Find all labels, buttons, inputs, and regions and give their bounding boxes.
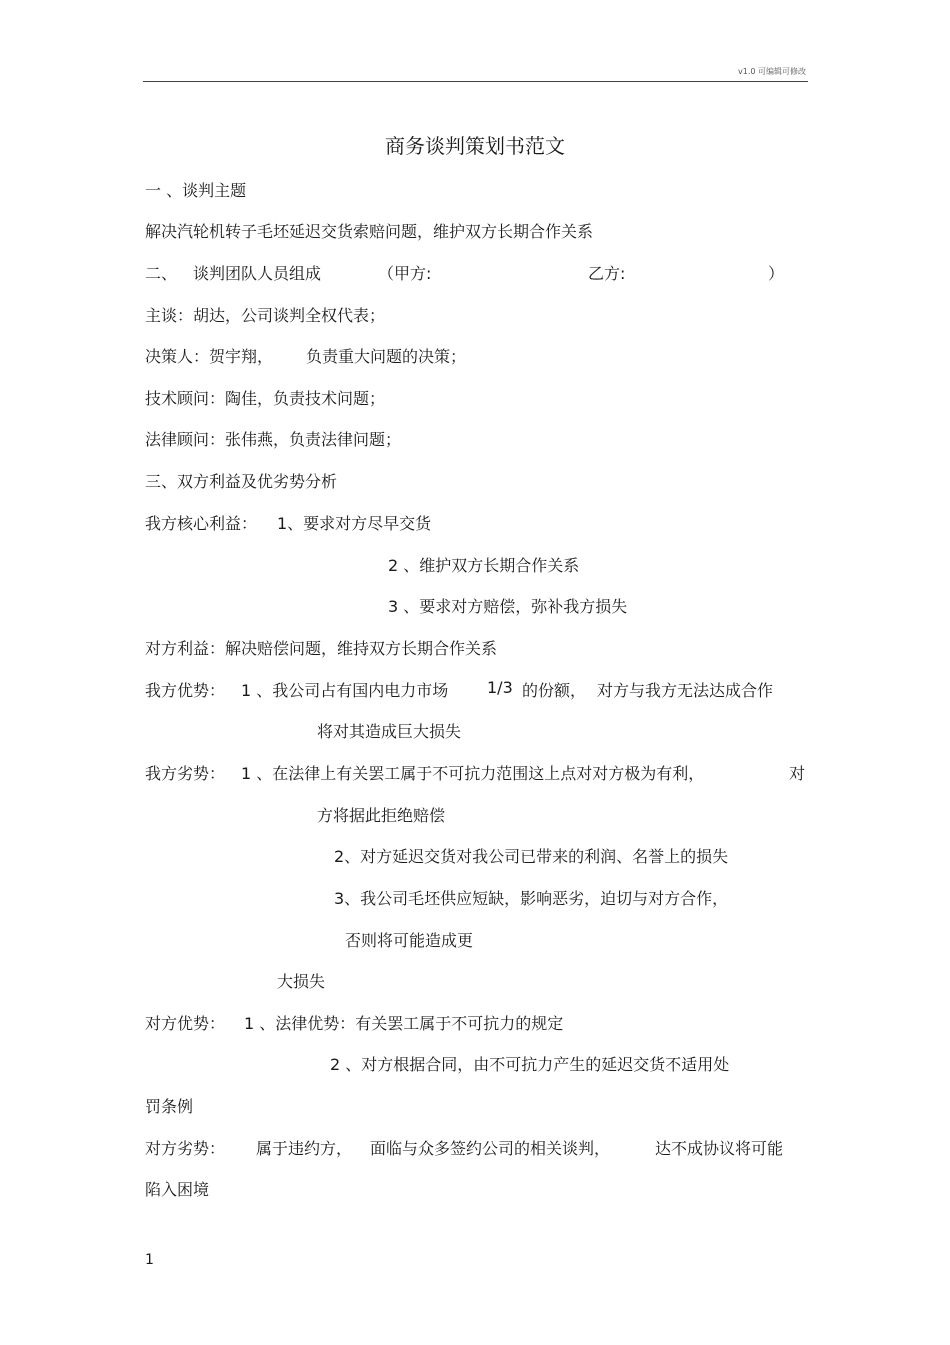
their-disadvantage-text: 达不成协议将可能 — [655, 1139, 784, 1158]
section-heading-analysis: 三、双方利益及优劣势分析 — [145, 472, 338, 491]
their-advantage-item: 2 、对方根据合同，由不可抗力产生的延迟交货不适用处 — [330, 1055, 730, 1074]
party-a-label: （甲方: — [378, 264, 432, 283]
section-heading-team: 谈判团队人员组成 — [193, 264, 322, 283]
their-interest: 对方利益：解决赔偿问题，维持双方长期合作关系 — [145, 639, 498, 658]
team-member-tech: 技术顾问：陶佳，负责技术问题； — [145, 389, 386, 408]
our-disadvantage-item: 3、我公司毛坯供应短缺，影响恶劣，迫切与对方合作， — [334, 889, 729, 908]
their-disadvantage-text: 陷入困境 — [145, 1180, 210, 1199]
their-disadvantage-label: 对方劣势： — [145, 1139, 226, 1158]
team-member-decision-duty: 负责重大问题的决策； — [306, 347, 467, 366]
document-title: 商务谈判策划书范文 — [385, 134, 565, 158]
our-interest-item: 2 、维护双方长期合作关系 — [388, 556, 580, 575]
our-advantage-text: 1/3 — [487, 678, 513, 697]
version-note: v1.0 可编辑可修改 — [738, 67, 806, 76]
section-heading-team-number: 二、 — [145, 264, 178, 283]
our-disadvantage-label: 我方劣势： — [145, 764, 226, 783]
team-member-decision: 决策人：贺宇翔， — [145, 347, 274, 366]
topic-text: 解决汽轮机转子毛坯延迟交货索赔问题，维护双方长期合作关系 — [145, 222, 594, 241]
our-disadvantage-item: 2、对方延迟交货对我公司已带来的利润、名誉上的损失 — [334, 847, 729, 866]
our-disadvantage-item: 大损失 — [277, 972, 326, 991]
our-advantage-text: 将对其造成巨大损失 — [317, 722, 462, 741]
page-number: 1 — [145, 1252, 154, 1268]
their-advantage-label: 对方优势： — [145, 1014, 226, 1033]
header-divider — [143, 81, 808, 82]
party-b-label: 乙方: — [588, 264, 626, 283]
their-advantage-item: 1 、法律优势：有关罢工属于不可抗力的规定 — [244, 1014, 564, 1033]
our-interest-item: 1、要求对方尽早交货 — [277, 514, 432, 533]
team-member-lead: 主谈：胡达，公司谈判全权代表； — [145, 306, 386, 325]
their-advantage-item: 罚条例 — [145, 1097, 194, 1116]
team-member-legal: 法律顾问：张伟燕，负责法律问题； — [145, 430, 402, 449]
closing-paren: ） — [768, 264, 785, 283]
our-disadvantage-item: 对 — [789, 764, 806, 783]
our-interest-label: 我方核心利益： — [145, 514, 258, 533]
our-advantage-label: 我方优势： — [145, 681, 226, 700]
our-disadvantage-item: 方将据此拒绝赔偿 — [317, 806, 446, 825]
our-interest-item: 3 、要求对方赔偿，弥补我方损失 — [388, 597, 628, 616]
our-advantage-text: 的份额， — [522, 681, 587, 700]
our-advantage-text: 1 、我公司占有国内电力市场 — [241, 681, 449, 700]
our-disadvantage-item: 1 、在法律上有关罢工属于不可抗力范围这上点对对方极为有利， — [241, 764, 705, 783]
section-heading-topic: 一 、谈判主题 — [145, 181, 247, 200]
our-disadvantage-item: 否则将可能造成更 — [345, 931, 474, 950]
their-disadvantage-text: 面临与众多签约公司的相关谈判， — [370, 1139, 611, 1158]
their-disadvantage-text: 属于违约方， — [256, 1139, 353, 1158]
our-advantage-text: 对方与我方无法达成合作 — [597, 681, 774, 700]
